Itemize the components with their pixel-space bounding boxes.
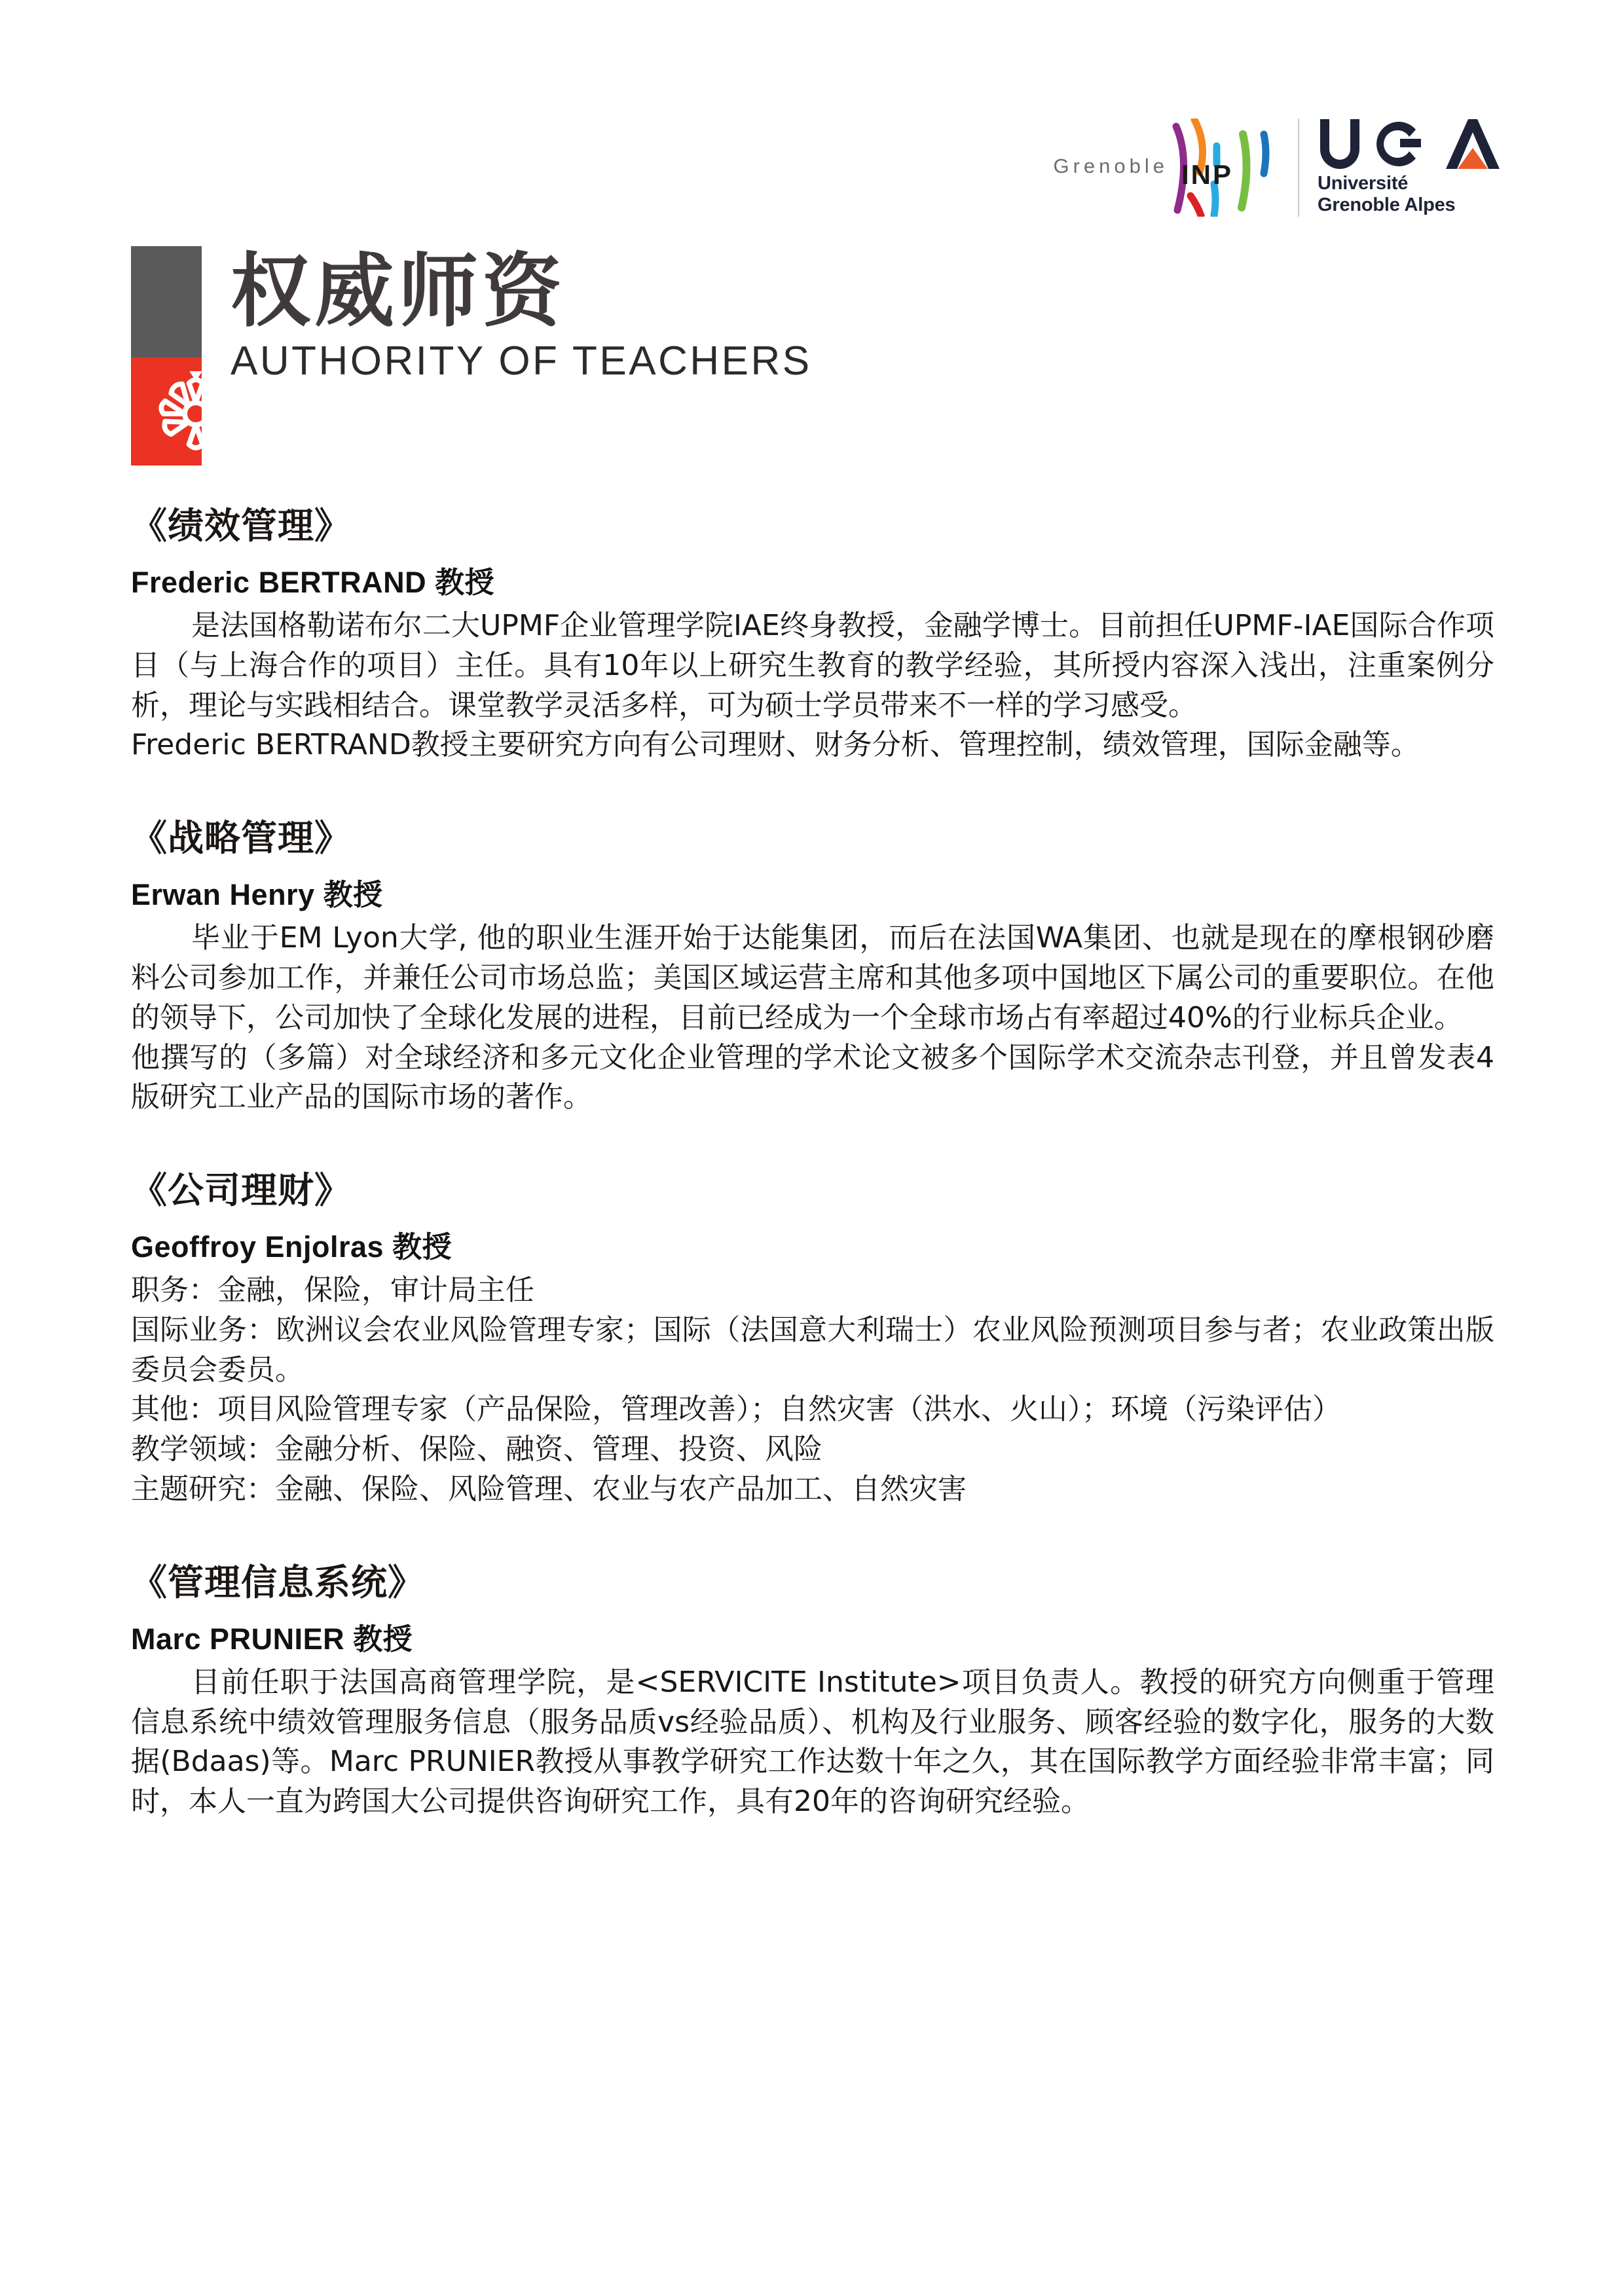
- section-paragraph: 国际业务：欧洲议会农业风险管理专家；国际（法国意大利瑞士）农业风险预测项目参与者；农业政策出版委员会委员。: [131, 1313, 1494, 1387]
- logo-band: [1053, 117, 1500, 218]
- section-title: 《公司理财》: [131, 1169, 352, 1211]
- section-title: 《管理信息系统》: [131, 1561, 425, 1603]
- section-paragraph: 他撰写的（多篇）对全球经济和多元文化企业管理的学术论文被多个国际学术交流杂志刊登，并且曾发表4版研究工业产品的国际市场的著作。: [131, 1040, 1494, 1114]
- professor-name: Marc PRUNIER 教授: [131, 1622, 413, 1656]
- page-title-block: [131, 246, 812, 465]
- inp-arc-graphic: [1164, 118, 1281, 217]
- inp-letters: INP: [1181, 158, 1234, 190]
- section-title: 《绩效管理》: [131, 505, 352, 547]
- section-spacer: [131, 1512, 1494, 1561]
- section-paragraph: 其他：项目风险管理专家（产品保险，管理改善）；自然灾害（洪水、火山）；环境（污染评估）: [131, 1393, 1341, 1427]
- page-title-cn: 权威师资: [231, 245, 566, 338]
- section-paragraph: 教学领域：金融分析、保险、融资、管理、投资、风险: [131, 1432, 822, 1467]
- section-paragraph: 主题研究：金融、保险、风险管理、农业与农产品加工、自然灾害: [131, 1472, 967, 1506]
- title-text-group: [231, 246, 812, 384]
- section-spacer: [131, 1120, 1494, 1169]
- grenoble-inp-wordmark: Grenoble: [1053, 154, 1168, 177]
- grenoble-inp-logo: [1053, 118, 1281, 217]
- section-management-information-systems: [131, 1561, 1494, 1822]
- logo-divider: [1298, 118, 1299, 217]
- uga-subtitle-line1: Université: [1318, 173, 1409, 194]
- flower-rosette-icon: [153, 371, 202, 456]
- uga-mark-icon: [1316, 117, 1500, 172]
- professor-name: Erwan Henry 教授: [131, 878, 383, 912]
- uga-logo: [1316, 117, 1500, 218]
- professor-name: Geoffroy Enjolras 教授: [131, 1230, 452, 1264]
- section-paragraph: 目前任职于法国高商管理学院，是<SERVICITE Institute>项目负责人。教授的研究方向侧重于管理信息系统中绩效管理服务信息（服务品质vs经验品质）、机构及行业服务、顾客经验的数字化，服务的大数据(Bdaas)等。Marc PRUNIER教授从事教学研究工作达数十年之久，其在国际教学方面经验非常丰富；同时，本人一直为跨国大公司提供咨询研究工作，具有20年的咨询研究经验。: [131, 1665, 1494, 1818]
- section-title: 《战略管理》: [131, 817, 352, 860]
- section-performance-management: [131, 504, 1494, 765]
- title-bar-red: [131, 357, 202, 465]
- uga-subtitle-line2: Grenoble Alpes: [1318, 194, 1456, 216]
- section-paragraph: 毕业于EM Lyon大学, 他的职业生涯开始于达能集团，而后在法国WA集团、也就是现在的摩根钢砂磨料公司参加工作，并兼任公司市场总监；美国区域运营主席和其他多项中国地区下属公司的重要职位。在他的领导下，公司加快了全球化发展的进程，目前已经成为一个全球市场占有率超过40%的行业标兵企业。: [131, 921, 1494, 1034]
- title-bar-group: [131, 246, 202, 465]
- title-bar-gray: [131, 246, 202, 357]
- section-paragraph: Frederic BERTRAND教授主要研究方向有公司理财、财务分析、管理控制，绩效管理，国际金融等。: [131, 728, 1420, 762]
- section-spacer: [131, 768, 1494, 816]
- section-paragraph: 是法国格勒诺布尔二大UPMF企业管理学院IAE终身教授，金融学博士。目前担任UPMF-IAE国际合作项目（与上海合作的项目）主任。具有10年以上研究生教育的教学经验，其所授内容深入浅出，注重案例分析，理论与实践相结合。课堂教学灵活多样，可为硕士学员带来不一样的学习感受。: [131, 609, 1494, 722]
- uga-subtitle: [1318, 173, 1455, 216]
- section-strategic-management: [131, 816, 1494, 1118]
- page-title-en: AUTHORITY OF TEACHERS: [231, 338, 812, 384]
- section-paragraph: 职务：金融，保险，审计局主任: [131, 1273, 534, 1307]
- content-area: [131, 504, 1494, 1825]
- professor-name: Frederic BERTRAND 教授: [131, 566, 495, 599]
- section-corporate-finance: [131, 1169, 1494, 1510]
